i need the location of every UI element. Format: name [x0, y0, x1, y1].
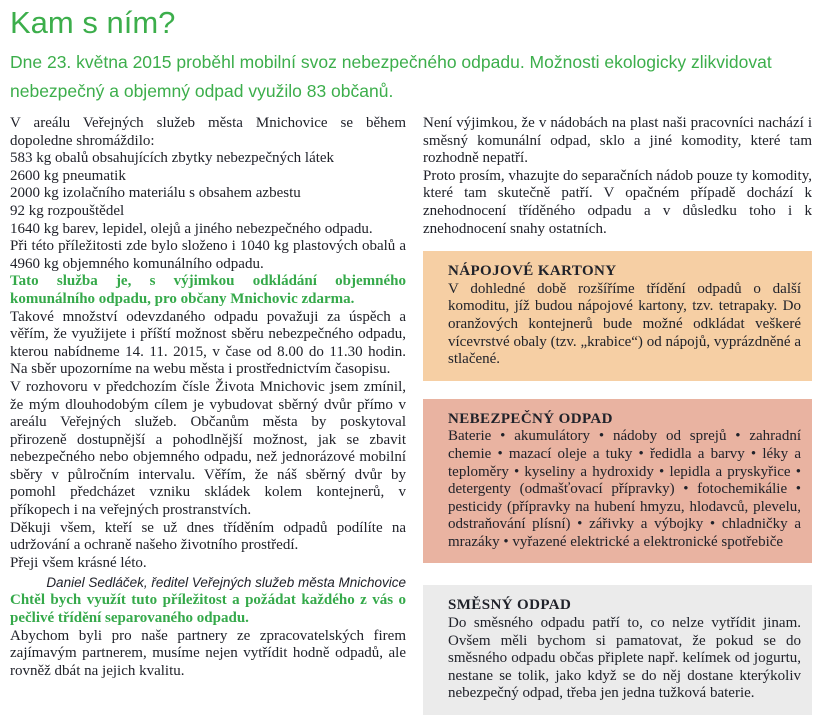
left-column [10, 115, 406, 715]
right-column [423, 115, 812, 715]
composition-paragraph: Při této příležitosti zde bylo složeno i 1040 kg plastových obalů a 4960 kg objemného komunálního odpadu. [10, 238, 406, 272]
info-box-title: NEBEZPEČNÝ ODPAD [448, 410, 613, 427]
please-sort-paragraph: Proto prosím, vhazujte do separačních nádob pouze ty komodity, které tam skutečně patří. V opačném případě dochází k znehodnocení tříděného odpadu a v důsledku toho i k znehodnocení snahy ostatních. [423, 167, 812, 237]
page-title: Kam s ním? [10, 5, 176, 40]
collected-item: 2600 kg pneumatik [10, 167, 126, 184]
intro-paragraph: V areálu Veřejných služeb města Mnichovice se během dopoledne shromáždilo: [10, 115, 406, 149]
info-box-mixed-waste [423, 585, 812, 715]
info-box-text: Do směsného odpadu patří to, co nelze vytřídit jinam. Ovšem měli bychom si pamatovat, že pokud se do směsného odpadu občas připlete např. kelímek od jogurtu, nestane se tolik, jako když se do něj dostane kterýkoliv nebezpečný odpad, třeba jen jedna tužková baterie. [448, 615, 801, 702]
quality-paragraph: Abychom byli pro naše partnery ze zpracovatelských firem zajímavým partnerem, musíme nejen vytřídit hodně odpadů, ale rovněž dbát na jejich kvalitu. [10, 627, 406, 679]
info-box-title: NÁPOJOVÉ KARTONY [448, 263, 617, 280]
wish-paragraph: Přeji všem krásné léto. [10, 554, 147, 571]
page-subtitle: Dne 23. května 2015 proběhl mobilní svoz nebezpečného odpadu. Možnosti ekologicky zlikvidovat nebezpečný a objemný odpad využilo 83 občanů. [10, 52, 772, 101]
info-box-hazardous-waste [423, 399, 812, 564]
interview-paragraph: V rozhovoru v předchozím čísle Života Mnichovic jsem zmínil, že mým dlouhodobým cílem je vybudovat sběrný dvůr přímo v areálu Veřejných služeb. Občanům města by poskytoval přirozeně dostupnější a pohodlnější možnost, jak se zbavit nebezpečného nebo objemného odpadu, než jednorázové mobilní sběry v půlročním intervalu. Věřím, že náš sběrný dvůr by pomohl předcházet vzniku skládek kolem kontejnerů, v příkopech i na veřejných prostranstvích. [10, 378, 406, 519]
collected-item: 92 kg rozpouštědel [10, 202, 125, 219]
author-signature: Daniel Sedláček, ředitel Veřejných služeb města Mnichovice [46, 575, 406, 591]
request-highlight: Chtěl bych využít tuto příležitost a požádat každého z vás o pečlivé třídění separovaného odpadu. [10, 592, 406, 627]
two-column-layout [10, 115, 812, 715]
collected-item: 1640 kg barev, lepidel, olejů a jiného nebezpečného odpadu. [10, 220, 373, 237]
success-paragraph: Takové množství odevzdaného odpadu považuji za úspěch a věřím, že využijete i příští možnost sběru nebezpečného odpadu, kterou nabídneme 14. 11. 2015, v čase od 8.00 do 11.30 hodin. Na sběr upozorníme na webu města i prostřednictvím časopisu. [10, 308, 406, 378]
free-service-highlight: Tato služba je, s výjimkou odkládání objemného komunálního odpadu, pro občany Mnichovic zdarma. [10, 273, 406, 307]
thanks-paragraph: Děkuji všem, kteří se už dnes tříděním odpadů podílíte na udržování a ochraně našeho životního prostředí. [10, 519, 406, 554]
info-box-title: SMĚSNÝ ODPAD [448, 597, 572, 614]
collected-item: 2000 kg izolačního materiálu s obsahem azbestu [10, 185, 301, 202]
info-box-text: V dohledné době rozšíříme třídění odpadů o další komoditu, jíž budou nápojové kartony, tzv. tetrapaky. Do oranžových kontejnerů bude možné odkládat veškeré vícevrstvé obaly (tzv. „krabice“) od nápojů, vyprázdněné a stlačené. [448, 280, 801, 368]
mixed-waste-paragraph: Není výjimkou, že v nádobách na plast naši pracovníci nachází i směsný komunální odpad, sklo a jiné komodity, které tam rozhodně nepatří. [423, 115, 812, 167]
info-box-beverage-cartons [423, 251, 812, 381]
info-box-text: Baterie • akumulátory • nádoby od sprejů • zahradní chemie • mazací oleje a tuky • ředidla a barvy • léky a teploměry • kyseliny a hydroxidy • lepidla a pryskyřice • detergenty (odmašťovací přípravky) • fotochemikálie • pesticidy (přípravky na hubení hmyzu, hlodavců, plevelu, odstraňování plísní) • zářivky a výbojky • chladničky a mrazáky • vyřazené elektrické a elektronické spotřebiče [448, 428, 801, 550]
collected-item: 583 kg obalů obsahujících zbytky nebezpečných látek [10, 150, 335, 167]
